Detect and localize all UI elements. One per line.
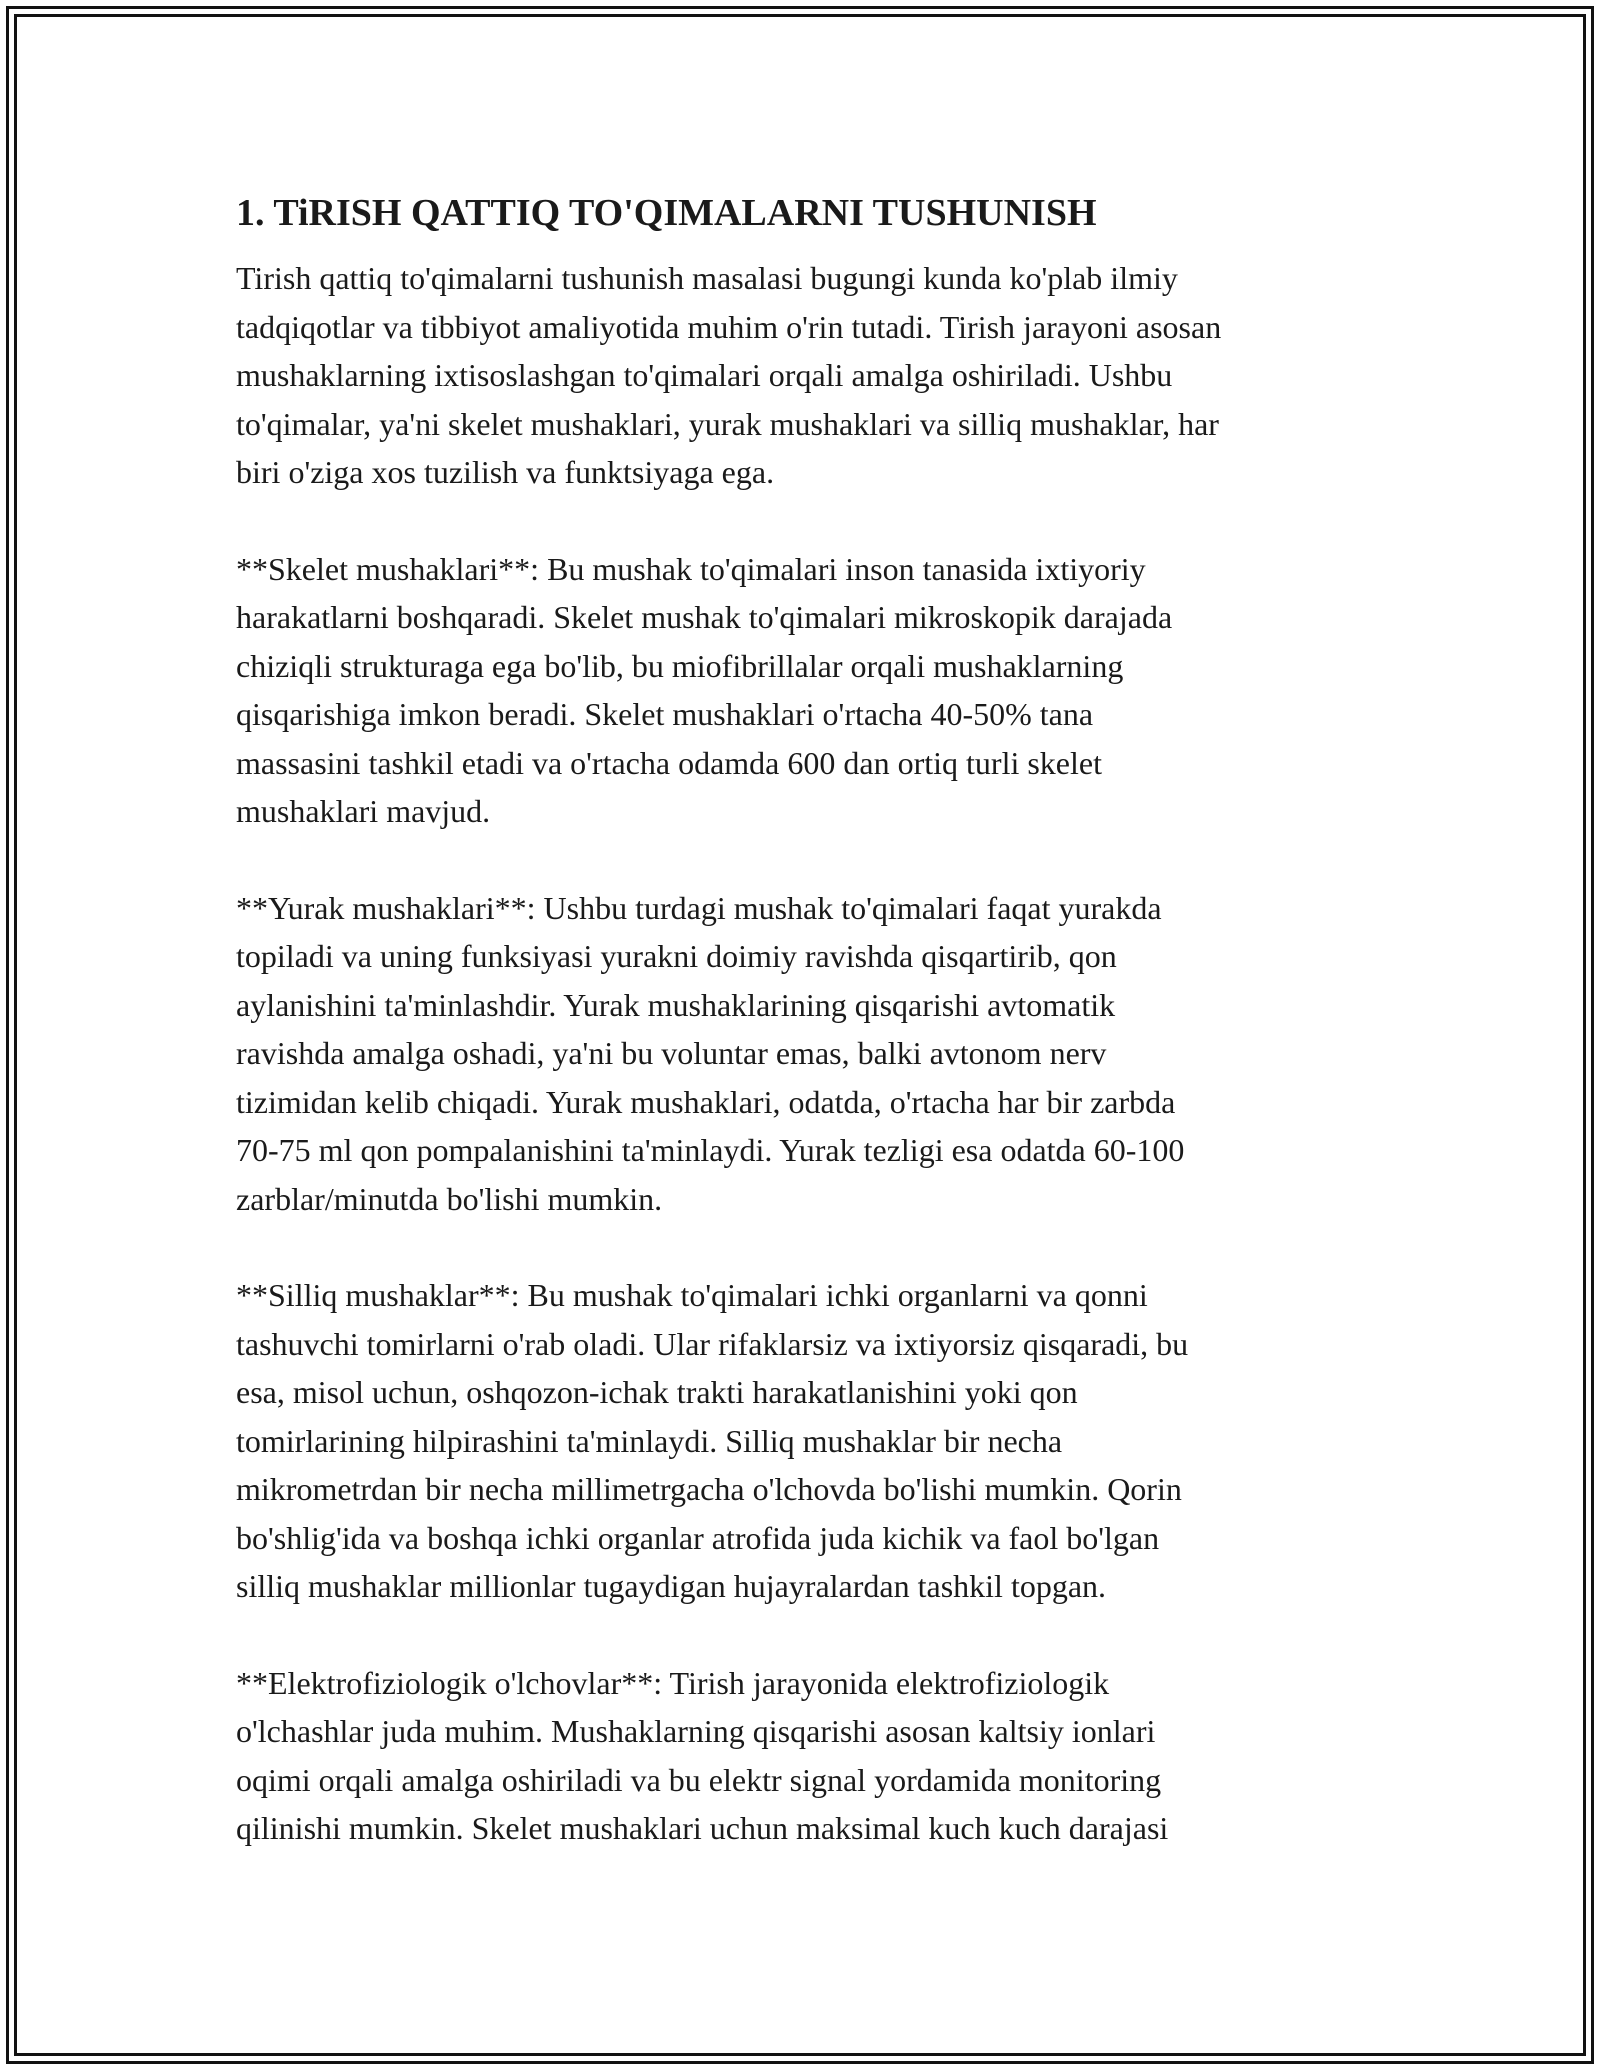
text-line: tizimidan kelib chiqadi. Yurak mushaklari, odatda, o'rtacha har bir zarbda (236, 1083, 1176, 1120)
document-body (236, 186, 1396, 1901)
text-line: tomirlarining hilpirashini ta'minlaydi. Silliq mushaklar bir necha (236, 1422, 1063, 1459)
text-line: 70-75 ml qon pompalanishini ta'minlaydi. Yurak tezligi esa odatda 60-100 (236, 1132, 1185, 1168)
text-line: to'qimalar, ya'ni skelet mushaklari, yurak mushaklari va silliq mushaklar, har (236, 405, 1219, 442)
text-line: qilinishi mumkin. Skelet mushaklari uchun maksimal kuch kuch darajasi (236, 1810, 1169, 1846)
paragraph-intro (236, 254, 1396, 497)
text-line: harakatlarni boshqaradi. Skelet mushak to'qimalari mikroskopik darajada (236, 599, 1173, 635)
paragraph-heart-muscles (236, 884, 1396, 1224)
text-line: massasini tashkil etadi va o'rtacha odamda 600 dan ortiq turli skelet (236, 744, 1102, 781)
paragraph-electrophysiology (236, 1659, 1396, 1853)
text-line: o'lchashlar juda muhim. Mushaklarning qisqarishi asosan kaltsiy ionlari (236, 1713, 1156, 1749)
text-line: mikrometrdan bir necha millimetrgacha o'lchovda bo'lishi mumkin. Qorin (236, 1471, 1182, 1507)
text-line: mushaklarning ixtisoslashgan to'qimalari orqali amalga oshiriladi. Ushbu (236, 357, 1173, 393)
text-line: qisqarishiga imkon beradi. Skelet mushaklari o'rtacha 40-50% tana (236, 696, 1094, 732)
text-line: tashuvchi tomirlarni o'rab oladi. Ular rifaklarsiz va ixtiyorsiz qisqaradi, bu (236, 1325, 1189, 1362)
paragraph-smooth-muscles (236, 1271, 1396, 1611)
text-line: **Skelet mushaklari**: Bu mushak to'qimalari inson tanasida ixtiyoriy (236, 550, 1146, 587)
text-line: topiladi va uning funksiyasi yurakni doimiy ravishda qisqartirib, qon (236, 938, 1117, 974)
text-line: ravishda amalga oshadi, ya'ni bu voluntar emas, balki avtonom nerv (236, 1035, 1107, 1071)
text-line: **Silliq mushaklar**: Bu mushak to'qimalari ichki organlarni va qonni (236, 1277, 1148, 1313)
text-line: **Elektrofiziologik o'lchovlar**: Tirish jarayonida elektrofiziologik (236, 1664, 1110, 1701)
text-line: aylanishini ta'minlashdir. Yurak mushaklarining qisqarishi avtomatik (236, 986, 1116, 1023)
text-line: tadqiqotlar va tibbiyot amaliyotida muhim o'rin tutadi. Tirish jarayoni asosan (236, 308, 1222, 345)
text-line: esa, misol uchun, oshqozon-ichak trakti harakatlanishini yoki qon (236, 1374, 1078, 1410)
text-line: mushaklari mavjud. (236, 793, 491, 829)
text-line: zarblar/minutda bo'lishi mumkin. (236, 1180, 663, 1217)
text-line: bo'shlig'ida va boshqa ichki organlar atrofida juda kichik va faol bo'lgan (236, 1519, 1160, 1556)
text-line: **Yurak mushaklari**: Ushbu turdagi mushak to'qimalari faqat yurakda (236, 889, 1162, 926)
paragraph-skeletal-muscles (236, 545, 1396, 836)
text-line: silliq mushaklar millionlar tugaydigan hujayralardan tashkil topgan. (236, 1568, 1107, 1604)
section-heading: 1. TiRISH QATTIQ TO'QIMALARNI TUSHUNISH (236, 192, 1097, 234)
text-line: chiziqli strukturaga ega bo'lib, bu miofibrillalar orqali mushaklarning (236, 647, 1124, 684)
text-line: oqimi orqali amalga oshiriladi va bu elektr signal yordamida monitoring (236, 1761, 1162, 1798)
text-line: Tirish qattiq to'qimalarni tushunish masalasi bugungi kunda ko'plab ilmiy (236, 260, 1178, 296)
text-line: biri o'ziga xos tuzilish va funktsiyaga ega. (236, 454, 775, 490)
